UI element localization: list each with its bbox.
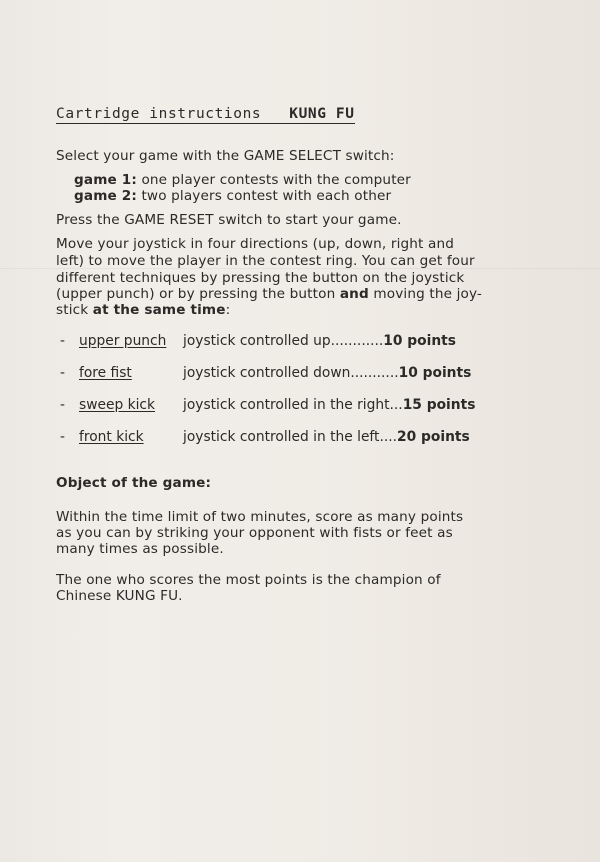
- technique-desc-text: joystick controlled in the left....: [183, 429, 397, 445]
- technique-row-fore-fist: [60, 365, 550, 383]
- document-title: [56, 106, 355, 124]
- technique-desc: [183, 333, 456, 349]
- technique-name: front kick: [79, 429, 144, 445]
- technique-dash: -: [60, 365, 65, 381]
- move-line-1: Move your joystick in four directions (up, down, right and: [56, 236, 455, 252]
- move-line-4-post: moving the joy-: [368, 286, 482, 302]
- technique-points: 10 points: [398, 365, 472, 381]
- move-line-4-bold: and: [339, 286, 369, 302]
- move-line-4: [56, 286, 482, 303]
- technique-row-upper-punch: [60, 333, 550, 351]
- technique-desc: [183, 397, 475, 413]
- move-line-4-pre: (upper punch) or by pressing the button: [56, 286, 340, 302]
- technique-desc-text: joystick controlled in the right...: [183, 397, 403, 413]
- move-line-5-pre: stick: [56, 302, 93, 318]
- technique-desc: [183, 365, 471, 381]
- technique-dash: -: [60, 397, 65, 413]
- move-line-2: left) to move the player in the contest ring. You can get four: [56, 253, 475, 269]
- technique-desc: [183, 429, 470, 445]
- game-1-text: one player contests with the computer: [136, 172, 411, 188]
- technique-points: 20 points: [397, 429, 470, 445]
- reset-text: Press the GAME RESET switch to start your game.: [56, 212, 402, 228]
- champion-line-1: The one who scores the most points is the champion of: [56, 572, 441, 588]
- technique-dash: -: [60, 429, 65, 445]
- technique-points: 10 points: [383, 333, 456, 349]
- game-option-2: [74, 188, 391, 205]
- move-line-5-bold: at the same time: [92, 302, 226, 318]
- technique-row-front-kick: [60, 429, 550, 447]
- title-main: Cartridge instructions: [56, 106, 262, 122]
- technique-name: fore fist: [79, 365, 132, 381]
- move-line-3: different techniques by pressing the button on the joystick: [56, 270, 465, 286]
- game-2-text: two players contest with each other: [136, 188, 392, 204]
- technique-desc-text: joystick controlled up............: [183, 333, 384, 349]
- move-line-5-post: :: [225, 302, 231, 318]
- technique-desc-text: joystick controlled down...........: [183, 365, 399, 381]
- game-option-1: [74, 172, 411, 189]
- move-line-5: [56, 302, 230, 319]
- technique-dash: -: [60, 333, 65, 349]
- technique-row-sweep-kick: [60, 397, 550, 415]
- technique-name: upper punch: [79, 333, 167, 349]
- object-line-1: Within the time limit of two minutes, score as many points: [56, 509, 464, 525]
- game-2-label: game 2:: [74, 188, 137, 204]
- intro-text: Select your game with the GAME SELECT switch:: [56, 148, 395, 164]
- object-line-3: many times as possible.: [56, 541, 224, 557]
- object-heading: Object of the game:: [56, 475, 212, 491]
- champion-line-2: Chinese KUNG FU.: [56, 588, 183, 604]
- technique-points: 15 points: [402, 397, 476, 413]
- technique-name: sweep kick: [79, 397, 155, 413]
- title-game-name: KUNG FU: [289, 106, 355, 122]
- object-line-2: as you can by striking your opponent with fists or feet as: [56, 525, 453, 541]
- game-1-label: game 1:: [74, 172, 137, 188]
